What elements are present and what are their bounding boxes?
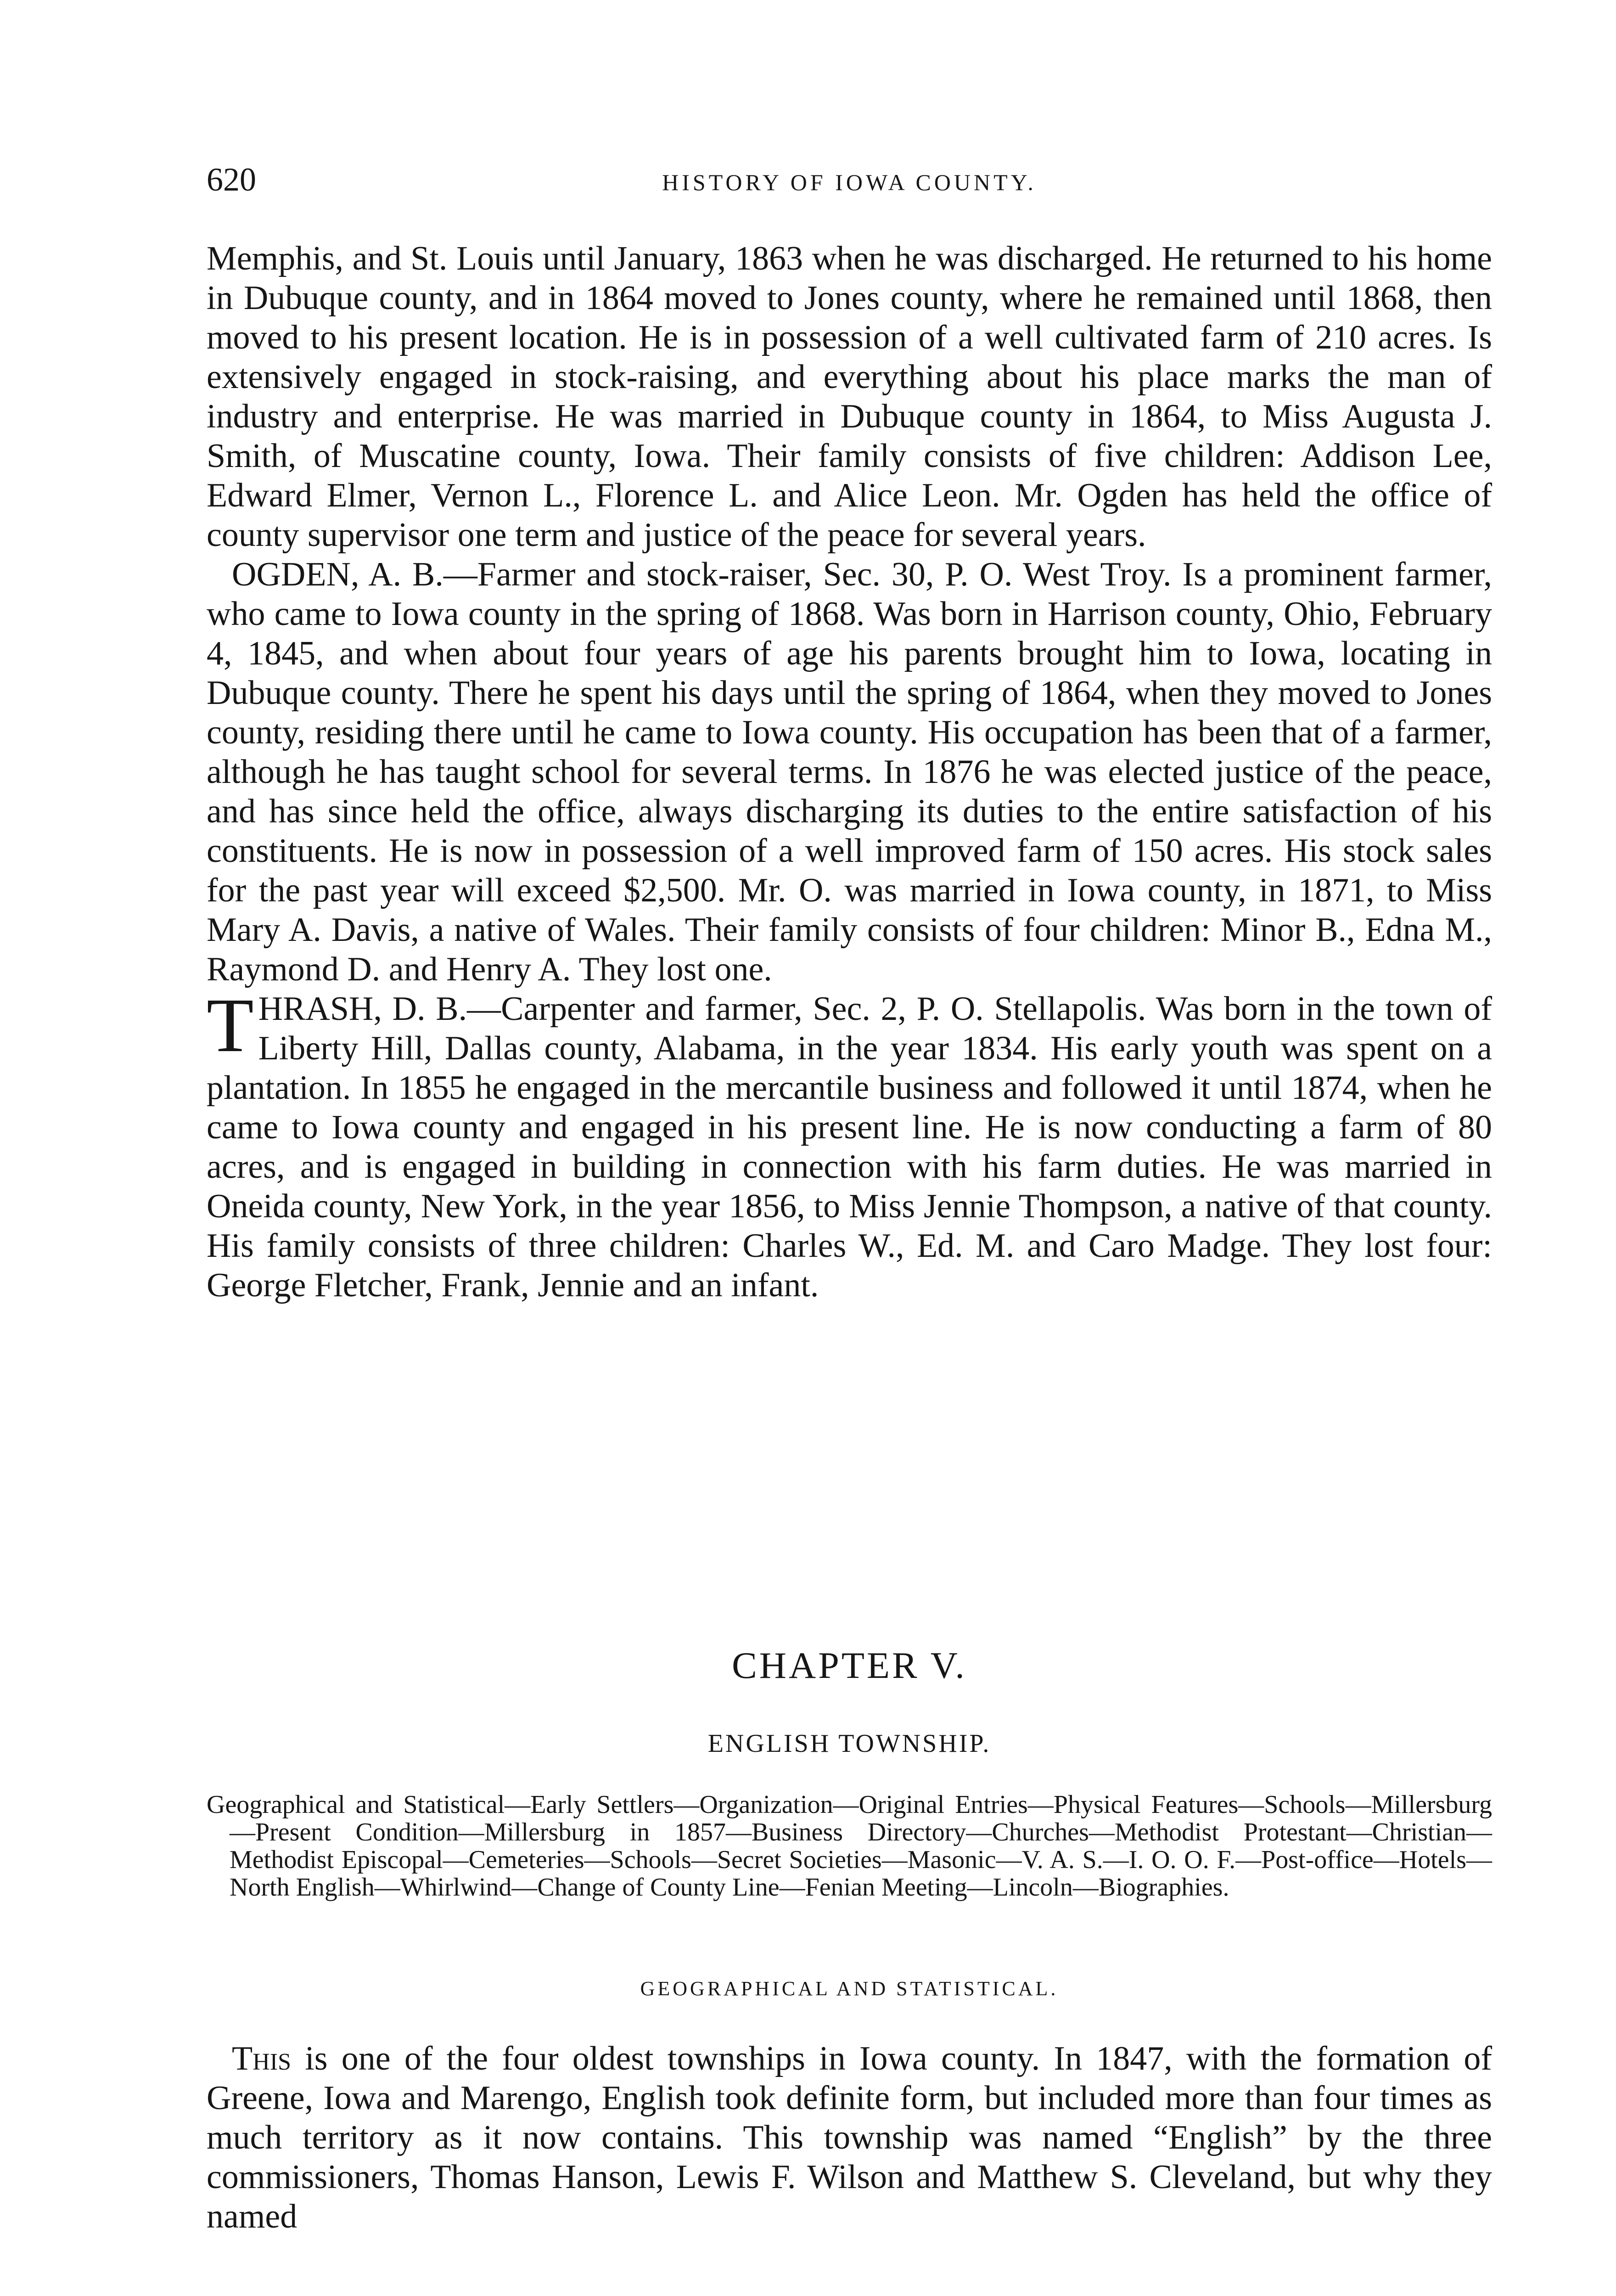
running-head: HISTORY OF IOWA COUNTY.	[662, 169, 1037, 195]
page-header	[207, 152, 1492, 197]
page-number: 620	[207, 161, 256, 198]
opening-section	[207, 2039, 1492, 2236]
chapter-title: CHAPTER V.	[732, 1644, 967, 1686]
thrash-biography	[207, 983, 1492, 1305]
section-title: ENGLISH TOWNSHIP.	[707, 1729, 991, 1758]
biography-section	[207, 239, 1492, 1305]
drop-cap-initial: T	[207, 983, 254, 1068]
opening-paragraph	[207, 2039, 1492, 2236]
ogden-biography: OGDEN, A. B.—Farmer and stock-raiser, Sec. 30, P. O. West Troy. Is a prominent farmer, who came to Iowa county in the spring of 1868. Was born in Harrison county, Ohio, February 4, 1845, and when about four years of age his parents brought him to Iowa, locating in Dubuque county. There he spent his days until the spring of 1864, when they moved to Jones county, residing there until he came to Iowa county. His occupation has been that of a farmer, although he has taught school for several terms. In 1876 he was elected justice of the peace, and has since held the office, always discharging its duties to the entire satisfaction of his constituents. He is now in possession of a well improved farm of 150 acres. His stock sales for the past year will exceed $2,500. Mr. O. was married in Iowa county, in 1871, to Miss Mary A. Davis, a native of Wales. Their family consists of four children: Minor B., Edna M., Raymond D. and Henry A. They lost one.	[207, 556, 1492, 988]
continuation-paragraph: Memphis, and St. Louis until January, 1863 when he was discharged. He returned to his home in Dubuque county, and in 1864 moved to Jones county, where he remained until 1868, then moved to his present location. He is in possession of a well cultivated farm of 210 acres. Is extensively engaged in stock-raising, and everything about his place marks the man of industry and enterprise. He was married in Dubuque county in 1864, to Miss Augusta J. Smith, of Muscatine county, Iowa. Their family consists of five children: Addison Lee, Edward Elmer, Vernon L., Florence L. and Alice Leon. Mr. Ogden has held the office of county supervisor one term and justice of the peace for several years.	[207, 240, 1492, 554]
thrash-biography-text: HRASH, D. B.—Carpenter and farmer, Sec. 2, P. O. Stellapolis. Was born in the town of Liberty Hill, Dallas county, Alabama, in the year 1834. His early youth was spent on a plantation. In 1855 he engaged in the mercantile business and followed it until 1874, when he came to Iowa county and engaged in his present line. He is now conducting a farm of 80 acres, and is engaged in building in connection with his farm duties. He was married in Oneida county, New York, in the year 1856, to Miss Jennie Thompson, a native of that county. His family consists of three children: Charles W., Ed. M. and Caro Madge. They lost four: George Fletcher, Frank, Jennie and an infant.	[207, 990, 1492, 1304]
chapter-synopsis	[207, 1791, 1492, 1901]
opening-lead-word: This	[232, 2040, 291, 2077]
opening-text: is one of the four oldest townships in Iowa county. In 1847, with the formation of Greene, Iowa and Marengo, English took definite form, but included more than four times as much territory as it now contains. This township was named “English” by the three commissioners, Thomas Hanson, Lewis F. Wilson and Matthew S. Cleveland, but why they named	[207, 2040, 1492, 2235]
subsection-title: GEOGRAPHICAL AND STATISTICAL.	[640, 1977, 1059, 2000]
synopsis-text: Geographical and Statistical—Early Settlers—Organization—Original Entries—Physical Features—Schools—Millersburg—Present Condition—Millersburg in 1857—Business Directory—Churches—Methodist Protestant—Christian—Methodist Episcopal—Cemeteries—Schools—Secret Societies—Masonic—V. A. S.—I. O. O. F.—Post-office—Hotels—North English—Whirlwind—Change of County Line—Fenian Meeting—Lincoln—Biographies.	[207, 1790, 1492, 1902]
